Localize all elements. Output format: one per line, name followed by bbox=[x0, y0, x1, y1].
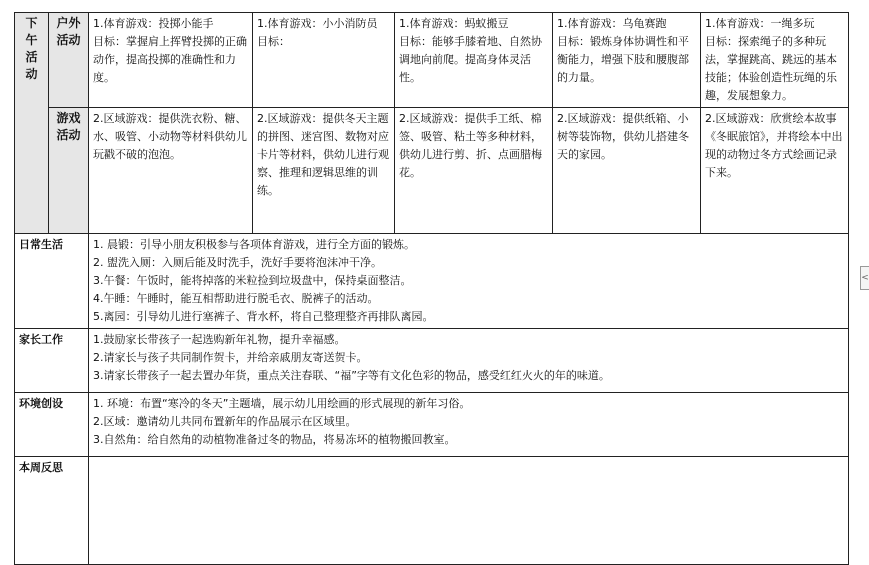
environment-row bbox=[15, 393, 849, 457]
environment-item: 3.自然角：给自然角的动植物准备过冬的物品，将易冻坏的植物搬回教室。 bbox=[93, 433, 456, 446]
daily-life-row bbox=[15, 234, 849, 329]
reflection-content[interactable] bbox=[89, 457, 849, 565]
side-expand-handle[interactable]: < bbox=[860, 266, 869, 290]
environment-content bbox=[89, 393, 849, 457]
outdoor-activity-cell: 1.体育游戏：乌龟赛跑 目标：锻炼身体协调性和平衡能力，增强下肢和腰腹部的力量。 bbox=[553, 13, 701, 108]
daily-life-item: 5.离园：引导幼儿进行塞裤子、背水杯，将自己整理整齐再排队离园。 bbox=[93, 310, 434, 323]
outdoor-activity-cell: 1.体育游戏：投掷小能手 目标：掌握肩上挥臂投掷的正确动作，提高投掷的准确性和力度。 bbox=[89, 13, 253, 108]
parents-label: 家长工作 bbox=[15, 329, 89, 393]
game-activity-cell: 2.区域游戏：提供纸箱、小树等装饰物，供幼儿搭建冬天的家园。 bbox=[553, 108, 701, 234]
daily-life-item: 2. 盥洗入厕：入厕后能及时洗手，洗好手要将泡沫冲干净。 bbox=[93, 256, 382, 269]
environment-item: 2.区域：邀请幼儿共同布置新年的作品展示在区域里。 bbox=[93, 415, 357, 428]
outdoor-activity-cell: 1.体育游戏：蚂蚁搬豆 目标：能够手膝着地、自然协调地向前爬。提高身体灵活性。 bbox=[395, 13, 553, 108]
outdoor-activity-label: 户外活动 bbox=[49, 13, 89, 108]
parents-item: 1.鼓励家长带孩子一起选购新年礼物，提升幸福感。 bbox=[93, 333, 346, 346]
reflection-label: 本周反思 bbox=[15, 457, 89, 565]
parents-item: 2.请家长与孩子共同制作贺卡，并给亲戚朋友寄送贺卡。 bbox=[93, 351, 368, 364]
environment-label: 环境创设 bbox=[15, 393, 89, 457]
game-activity-cell: 2.区域游戏：提供冬天主题的拼图、迷宫图、数物对应卡片等材料，供幼儿进行观察、推理和逻辑思维的训练。 bbox=[253, 108, 395, 234]
game-activity-label: 游戏活动 bbox=[49, 108, 89, 234]
parents-item: 3.请家长带孩子一起去置办年货，重点关注春联、“福”字等有文化色彩的物品，感受红红火火的年的味道。 bbox=[93, 369, 610, 382]
daily-life-label: 日常生活 bbox=[15, 234, 89, 329]
game-activity-cell: 2.区域游戏：提供手工纸、棉签、吸管、粘土等多种材料，供幼儿进行剪、折、点画腊梅花。 bbox=[395, 108, 553, 234]
daily-life-item: 3.午餐：午饭时，能将掉落的米粒捡到垃圾盘中，保持桌面整洁。 bbox=[93, 274, 412, 287]
outdoor-activity-row bbox=[15, 13, 849, 108]
reflection-row bbox=[15, 457, 849, 565]
parents-content bbox=[89, 329, 849, 393]
weekly-plan-table bbox=[14, 12, 849, 565]
game-activity-cell: 2.区域游戏：提供洗衣粉、糖、水、吸管、小动物等材料供幼儿玩戳不破的泡泡。 bbox=[89, 108, 253, 234]
game-activity-row bbox=[15, 108, 849, 234]
parents-row bbox=[15, 329, 849, 393]
daily-life-item: 1. 晨锻：引导小朋友积极参与各项体育游戏，进行全方面的锻炼。 bbox=[93, 238, 415, 251]
daily-life-content bbox=[89, 234, 849, 329]
environment-item: 1. 环境：布置“寒冷的冬天”主题墙，展示幼儿用绘画的形式展现的新年习俗。 bbox=[93, 397, 471, 410]
outdoor-activity-cell: 1.体育游戏：一绳多玩 目标：探索绳子的多种玩法，掌握跳高、跳远的基本技能；体验创造性玩绳的乐趣，发展想象力。 bbox=[701, 13, 849, 108]
afternoon-header: 下午活动 bbox=[15, 13, 49, 234]
game-activity-cell: 2.区域游戏：欣赏绘本故事《冬眠旅馆》，并将绘本中出现的动物过冬方式绘画记录下来。 bbox=[701, 108, 849, 234]
outdoor-activity-cell: 1.体育游戏：小小消防员 目标： bbox=[253, 13, 395, 108]
daily-life-item: 4.午睡：午睡时，能互相帮助进行脱毛衣、脱裤子的活动。 bbox=[93, 292, 379, 305]
